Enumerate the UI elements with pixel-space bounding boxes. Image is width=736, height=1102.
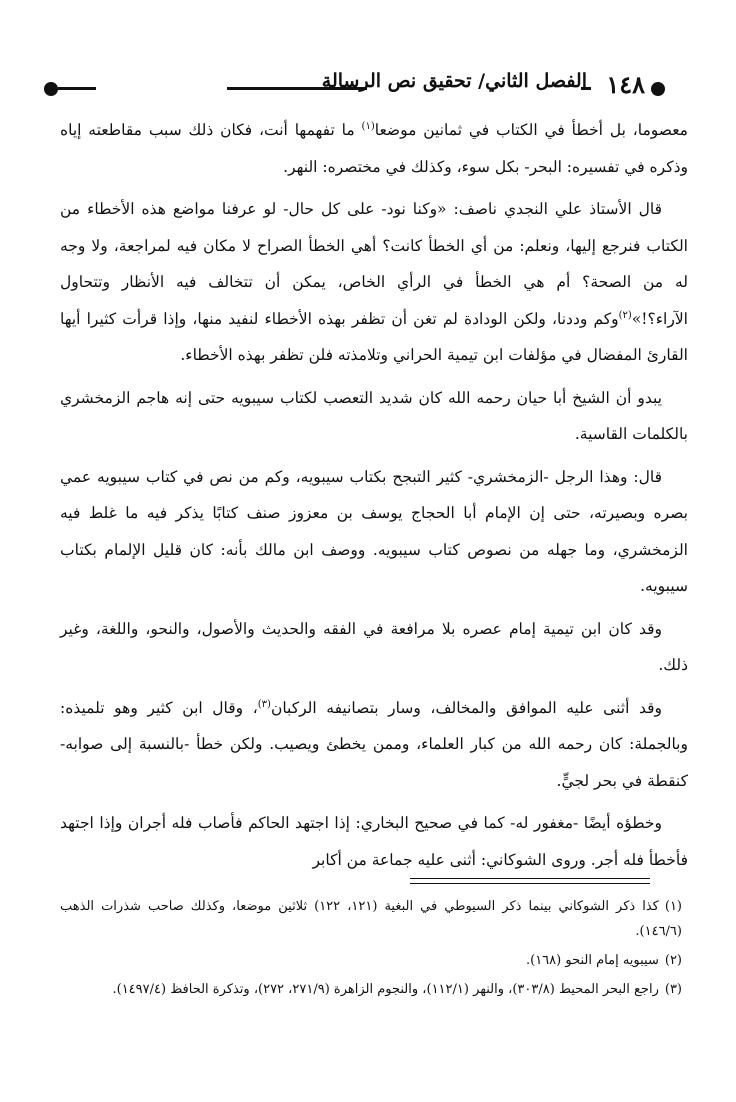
- page-number: ١٤٨: [606, 70, 645, 99]
- footnote-1-text: كذا ذكر الشوكاني بينما ذكر السيوطي في البغية (١٢١، ١٢٢) ثلاثين موضعا، وكذلك صاحب شذرات الذهب (١٤٦/٦).: [60, 899, 682, 939]
- footnote-separator-bottom: [410, 883, 650, 884]
- paragraph-5: وقد كان ابن تيمية إمام عصره بلا مرافعة في الفقه والحديث والأصول، والنحو، واللغة، وغير ذلك.: [60, 619, 688, 674]
- footnote-separator-top: [410, 878, 650, 879]
- paragraph-6-text-b: ، وقال ابن كثير وهو تلميذه: وبالجملة: كان رحمه الله من كبار العلماء، وممن يخطئ ويصيب. ولكن خطأ -بالنسبة إلى صوابه- كنقطة في بحر لجيٍّ.: [60, 698, 688, 790]
- footnote-ref-1: (١): [361, 120, 375, 132]
- footnote-3-text: راجع البحر المحيط (٣٠٣/٨)، والنهر (١١٢/١)، والنجوم الزاهرة (٢٧١/٩، ٢٧٢)، وتذكرة الحافظ (١٤٩٧/٤).: [112, 982, 659, 997]
- footnote-2: [60, 948, 682, 973]
- footnote-3-number: (٣): [664, 982, 682, 997]
- paragraph-1-text-a: معصوما، بل أخطأ في الكتاب في ثمانين موضعا: [374, 121, 688, 139]
- header-dot-right: [651, 82, 665, 96]
- header-rule-left: [58, 87, 96, 90]
- paragraph-7: وخطؤه أيضًا -مغفور له- كما في صحيح البخاري: إذا اجتهد الحاكم فأصاب فله أجران وإذا اجتهد فأخطأ فله أجر. وروى الشوكاني: أثنى عليه جماعة من أكابر: [60, 814, 688, 869]
- chapter-title-text: الفصل الثاني/ تحقيق نص الرسالة: [321, 70, 587, 92]
- footnotes: [60, 894, 682, 1006]
- footnote-ref-2: (٢): [618, 309, 632, 321]
- paragraph-3: يبدو أن الشيخ أبا حيان رحمه الله كان شديد التعصب لكتاب سيبويه حتى إنه هاجم الزمخشري بالكلمات القاسية.: [60, 388, 688, 443]
- footnote-1-number: (١): [664, 899, 682, 914]
- paragraph-2-text-a: قال الأستاذ علي النجدي ناصف: «وكنا نود- على كل حال- لو عرفنا مواضع هذه الأخطاء من الكتاب فنرجع إليها، ونعلم: من أي الخطأ كانت؟ أهي الخطأ الصراح لا مكان فيه لمراجعة، ولا وجه له من الصحة؟ أم هي الخطأ في الرأي الخاص، يمكن أن تتخالف فيه الأنظار وتتحاول الآراء؟!»: [60, 200, 688, 328]
- header-dot-left: [44, 82, 58, 96]
- main-text: [60, 112, 688, 884]
- paragraph-1: [60, 112, 688, 185]
- paragraph-2: [60, 191, 688, 374]
- paragraph-6-text-a: وقد أثنى عليه الموافق والمخالف، وسار بتصانيفه الركبان: [270, 698, 663, 717]
- paragraph-4: قال: وهذا الرجل -الزمخشري- كثير التبجح بكتاب سيبويه، وكم من نص في كتاب سيبويه عمي بصره وبصيرته، حتى إن الإمام أبا الحجاج يوسف بن معزوز صنف كتابًا يذكر فيه ما غلط فيه الزمخشري، وما جهله من نصوص كتاب سيبويه. ووصف ابن مالك بأنه: كان قليل الإلمام بكتاب سيبويه.: [60, 467, 688, 595]
- footnote-2-number: (٢): [664, 953, 682, 968]
- page-header: [40, 68, 665, 108]
- footnote-3: [60, 977, 682, 1002]
- paragraph-2-text-b: وكم وددنا، ولكن الودادة لم تغن أن تظفر بهذه الأخطاء لنفيد منها، وإذا قرأت كثيرا أيها القارئ المفضال في مؤلفات ابن تيمية الحراني وتلامذته فلن تظفر بهذه الأخطاء.: [60, 309, 688, 364]
- paragraph-6: [60, 690, 688, 800]
- paragraph-1-text-b: ما تفهمها أنت، فكان ذلك سبب مقاطعته إياه وذكره في تفسيره: البحر- بكل سوء، وكذلك في مختصره: النهر.: [60, 121, 688, 176]
- footnote-ref-3: (٣): [257, 698, 271, 710]
- footnote-2-text: سيبويه إمام النحو (١٦٨).: [525, 953, 659, 968]
- footnote-1: [60, 894, 682, 944]
